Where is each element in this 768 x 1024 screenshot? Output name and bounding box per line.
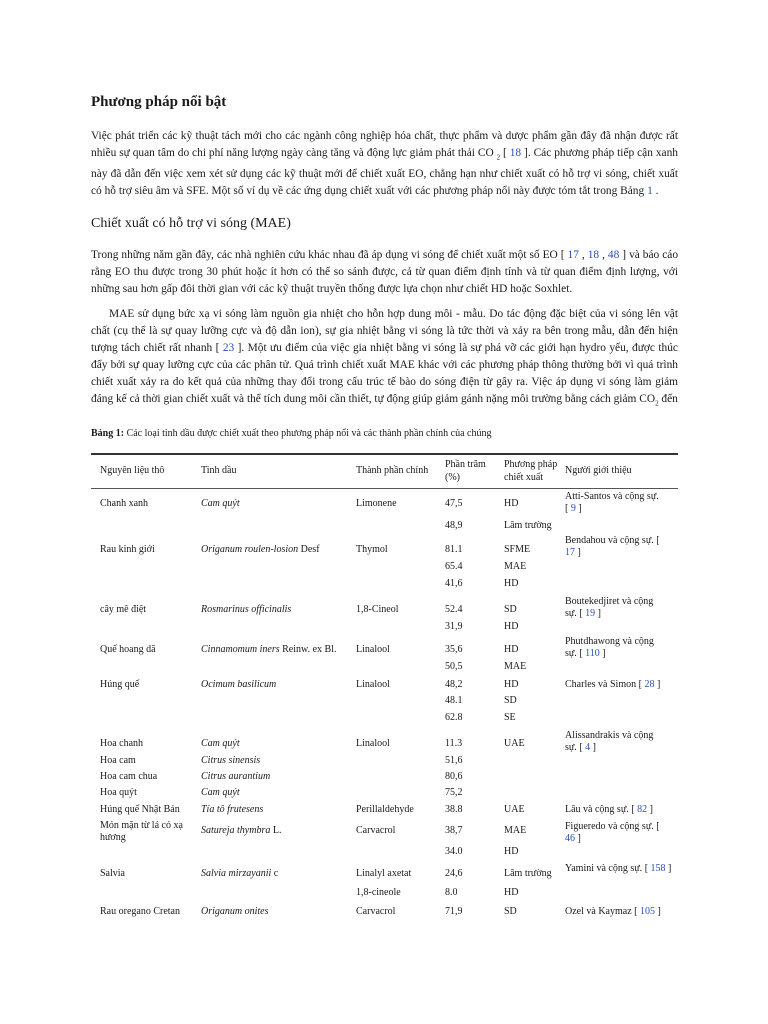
cell-percent: 80,6 <box>445 771 463 782</box>
citation-link[interactable]: 82 <box>637 804 648 815</box>
cell-main-component: 1,8-cineole <box>356 887 401 898</box>
cell-percent: 51,6 <box>445 755 463 766</box>
cell-essential-oil: Citrus sinensis <box>201 755 261 766</box>
cell-percent: 8.0 <box>445 887 458 898</box>
cell-essential-oil: Origanum roulen-losion Desf <box>201 544 320 555</box>
cell-percent: 50,5 <box>445 661 463 672</box>
header-reference: Người giới thiệu <box>565 465 632 476</box>
cell-reference: Charles và Simon [ 28 ] <box>565 679 661 690</box>
citation-link[interactable]: 9 <box>570 503 576 514</box>
citation-link[interactable]: 18 <box>509 147 522 159</box>
cell-raw-material: Quế hoang dã <box>100 644 156 655</box>
cell-method: HD <box>504 846 519 857</box>
cell-percent: 48.1 <box>445 695 463 706</box>
cell-raw-material: Hoa chanh <box>100 738 144 749</box>
cell-method: HD <box>504 887 519 898</box>
cell-percent: 62.8 <box>445 712 463 723</box>
cell-raw-material: Chanh xanh <box>100 498 149 509</box>
subsection-heading: Chiết xuất có hỗ trợ vi sóng (MAE) <box>91 216 291 231</box>
cell-reference: Yamini và cộng sự. [ 158 ] <box>565 863 672 874</box>
cell-main-component: Carvacrol <box>356 906 396 917</box>
header-oil: Tinh dầu <box>201 465 237 476</box>
cell-method: HD <box>504 644 519 655</box>
citation-link[interactable]: 105 <box>639 906 655 917</box>
cell-essential-oil: Cam quýt <box>201 738 240 749</box>
cell-percent: 71,9 <box>445 906 463 917</box>
cell-raw-material: Hoa cam chua <box>100 771 158 782</box>
paragraph-intro: Việc phát triển các kỹ thuật tách mới cho các ngành công nghiệp hóa chất, thực phẩm và dược phẩm gần đây đã nhận được rất nhiều sự quan tâm do chi phí năng lượng ngày càng tăng và động lực giảm phát thải CO $_2$ [ 18 ]. Các phương pháp tiếp cận xanh này đã dẫn đến việc xem xét sử dụng các kỹ thuật mới để chiết xuất EO, chẳng hạn như chiết xuất có hỗ trợ vi sóng, chiết xuất có hỗ trợ siêu âm và SFE. Một số ví dụ về các ứng dụng chiết xuất với các phương pháp nổi này được tóm tắt trong Bảng 1 . <box>91 130 678 198</box>
cell-method: SFME <box>504 544 531 555</box>
cell-percent: 48,9 <box>445 520 463 531</box>
cell-percent: 38,7 <box>445 825 463 836</box>
cell-percent: 35,6 <box>445 644 463 655</box>
cell-main-component: Linalyl axetat <box>356 868 412 879</box>
cell-reference: Bendahou và cộng sự. [ 17 ] <box>565 535 660 558</box>
table-header-rule <box>91 488 678 489</box>
cell-reference: Ozel và Kaymaz [ 105 ] <box>565 906 661 917</box>
cell-method: HD <box>504 679 519 690</box>
cell-percent: 38.8 <box>445 804 463 815</box>
table-link[interactable]: 1 <box>647 185 653 198</box>
cell-reference: Figueredo và cộng sự. [ 46 ] <box>565 821 660 844</box>
cell-raw-material: cây mê điệt <box>100 604 147 615</box>
cell-raw-material: Húng quế <box>100 679 140 690</box>
cell-main-component: Linalool <box>356 679 390 690</box>
cell-method: HD <box>504 621 519 632</box>
cell-percent: 41,6 <box>445 578 463 589</box>
cell-percent: 11.3 <box>445 738 463 749</box>
cell-percent: 81.1 <box>445 544 463 555</box>
citation-link[interactable]: 18 <box>587 249 600 261</box>
cell-percent: 48,2 <box>445 679 463 690</box>
cell-method: Lâm trường <box>504 520 552 531</box>
cell-percent: 47,5 <box>445 498 463 509</box>
citation-link[interactable]: 23 <box>222 342 235 354</box>
header-raw: Nguyên liệu thô <box>100 465 165 476</box>
citation-link[interactable]: 17 <box>565 547 575 558</box>
cell-raw-material: Rau oregano Cretan <box>100 906 180 917</box>
cell-method: SD <box>504 695 517 706</box>
cell-percent: 24,6 <box>445 868 463 879</box>
cell-method: MAE <box>504 661 527 672</box>
paragraph-mae-intro: Trong những năm gần đây, các nhà nghiên cứu khác nhau đã áp dụng vi sóng để chiết xuất một số EO [ 17 , 18 , 48 ] và báo cáo rằng EO thu được trong 30 phút hoặc ít hơn có thể so sánh được, cả từ quan điểm định tính và từ quan điểm định lượng, với những sau hơn gấp đôi thời gian với các kỹ thuật truyền thống được lựa chọn như chiết HD hoặc Soxhlet. <box>91 249 679 295</box>
cell-method: UAE <box>504 738 525 749</box>
cell-essential-oil: Rosmarinus officinalis <box>201 604 292 615</box>
cell-percent: 75,2 <box>445 787 463 798</box>
table-top-rule <box>91 453 678 455</box>
cell-method: SE <box>504 712 516 723</box>
cell-essential-oil: Ocimum basilicum <box>201 679 277 690</box>
cell-raw-material: Húng quế Nhật Bản <box>100 804 180 815</box>
section-heading: Phương pháp nổi bật <box>91 94 227 110</box>
cell-percent: 65.4 <box>445 561 463 572</box>
cell-main-component: Perillaldehyde <box>356 804 414 815</box>
cell-essential-oil: Citrus aurantium <box>201 771 271 782</box>
cell-percent: 52.4 <box>445 604 463 615</box>
cell-raw-material: Hoa cam <box>100 755 136 766</box>
cell-method: Lâm trường <box>504 868 552 879</box>
cell-method: HD <box>504 578 519 589</box>
cell-essential-oil: Origanum onites <box>201 906 269 917</box>
cell-essential-oil: Tía tô frutesens <box>201 804 264 815</box>
header-component: Thành phần chính <box>356 465 429 476</box>
cell-raw-material: Rau kinh giới <box>100 544 155 555</box>
citation-link[interactable]: 158 <box>650 863 666 874</box>
cell-percent: 34.0 <box>445 846 463 857</box>
cell-essential-oil: Cam quýt <box>201 787 240 798</box>
cell-main-component: Carvacrol <box>356 825 396 836</box>
cell-raw-material: Món mặn từ lá cỏ xạ hương <box>100 820 183 843</box>
cell-reference: Phutdhawong và cộng sự. [ 110 ] <box>565 636 654 659</box>
table-caption: Bảng 1: Các loại tinh dầu được chiết xuất theo phương pháp nổi và các thành phần chính của chúng <box>91 428 492 439</box>
cell-reference: Alissandrakis và cộng sự. [ 4 ] <box>565 730 654 753</box>
cell-raw-material: Hoa quýt <box>100 787 137 798</box>
cell-method: MAE <box>504 561 527 572</box>
cell-method: SD <box>504 604 517 615</box>
header-percent: Phần trăm (%) <box>445 459 486 483</box>
cell-percent: 31,9 <box>445 621 463 632</box>
cell-main-component: Limonene <box>356 498 397 509</box>
cell-main-component: 1,8-Cineol <box>356 604 399 615</box>
cell-essential-oil: Satureja thymbra L. <box>201 825 282 836</box>
cell-method: UAE <box>504 804 525 815</box>
cell-essential-oil: Cam quýt <box>201 498 240 509</box>
citation-link[interactable]: 4 <box>585 742 591 753</box>
cell-reference: Boutekedjiret và cộng sự. [ 19 ] <box>565 596 654 619</box>
citation-link[interactable]: 48 <box>607 249 620 261</box>
citation-link[interactable]: 46 <box>565 833 575 844</box>
cell-essential-oil: Cinnamomum iners Reinw. ex Bl. <box>201 644 337 655</box>
citation-link[interactable]: 19 <box>585 608 596 619</box>
cell-reference: Atti-Santos và cộng sự. [ 9 ] <box>565 491 659 514</box>
citation-link[interactable]: 17 <box>567 249 579 261</box>
cell-method: SD <box>504 906 517 917</box>
cell-main-component: Linalool <box>356 644 390 655</box>
paragraph-mae-detail: MAE sử dụng bức xạ vi sóng làm nguồn gia nhiệt cho hỗn hợp dung môi - mẫu. Do tác động đặc biệt của vi sóng lên vật chất (cụ thể là sự quay lưỡng cực và độ dẫn ion), sự gia nhiệt bằng vi sóng là tức thời và xảy ra bên trong mẫu, dẫn đến hiện tượng tách chiết rất nhanh [ 23 ]. Một ưu điểm của việc gia nhiệt bằng vi sóng là sự phá vỡ các giới hạn hydro yếu, được thúc đẩy bởi sự quay lưỡng cực của các phân tử. Quá trình chiết xuất MAE khác với các phương pháp thông thường bởi vì quá trình chiết xuất xảy ra do kết quả của những thay đổi trong cấu trúc tế bào do sóng điện từ gây ra. Việc áp dụng vi sóng làm giảm đáng kể cả thời gian chiết xuất và thể tích dung môi cần thiết, tự động giúp giảm gánh nặng môi trường bằng cách giảm $CO_2$ đến <box>91 308 678 408</box>
citation-link[interactable]: 28 <box>644 679 655 690</box>
cell-main-component: Thymol <box>356 544 388 555</box>
cell-raw-material: Salvia <box>100 868 125 879</box>
cell-method: HD <box>504 498 519 509</box>
cell-reference: Lâu và cộng sự. [ 82 ] <box>565 804 653 815</box>
cell-essential-oil: Salvia mirzayanii c <box>201 868 279 879</box>
header-method: Phương pháp chiết xuất <box>504 459 558 483</box>
cell-main-component: Linalool <box>356 738 390 749</box>
cell-method: MAE <box>504 825 527 836</box>
citation-link[interactable]: 110 <box>585 648 600 659</box>
